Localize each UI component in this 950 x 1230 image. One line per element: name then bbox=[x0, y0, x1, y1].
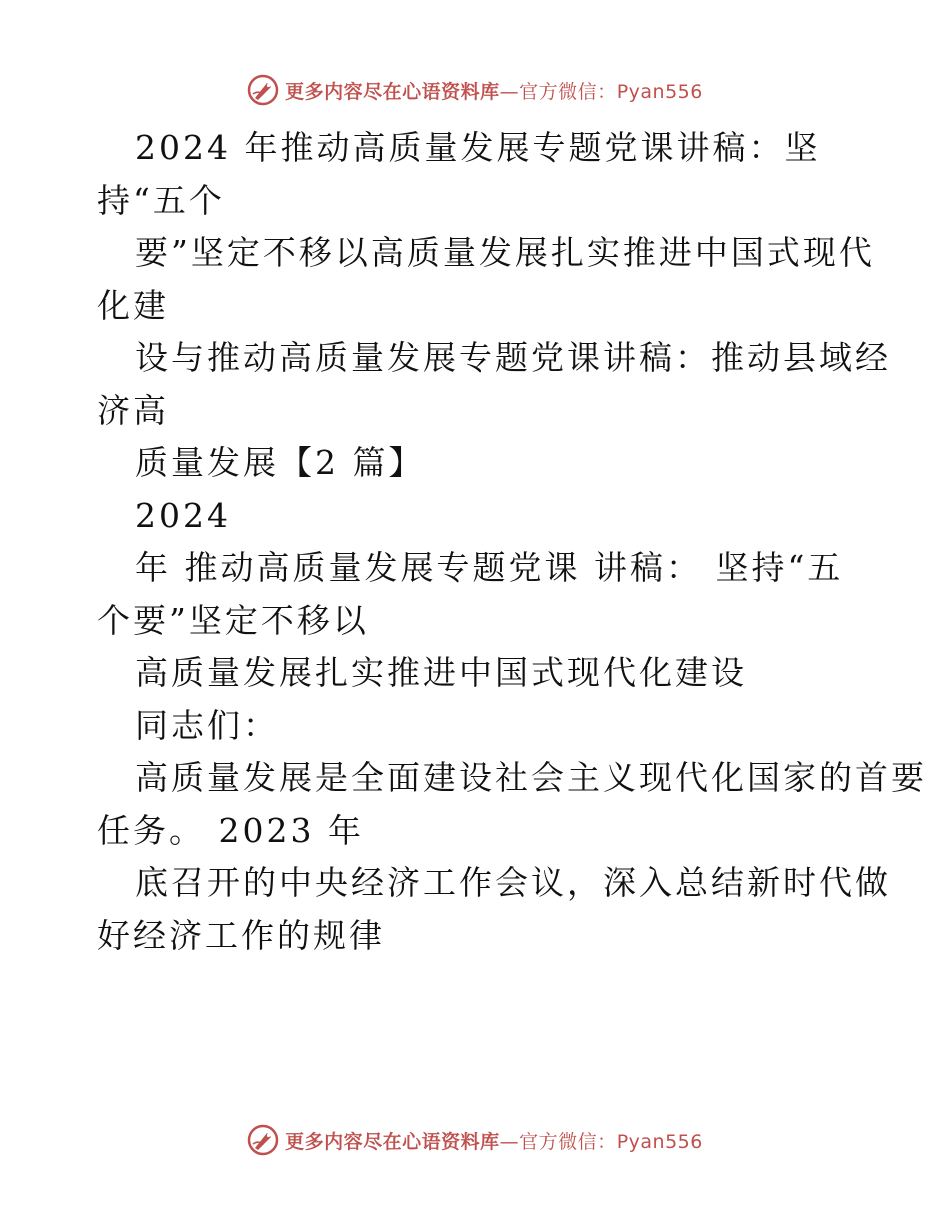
text-line: 2024 年推动高质量发展专题党课讲稿：坚 bbox=[135, 128, 821, 167]
text-line: 质量发展【2 篇】 bbox=[135, 443, 425, 482]
pen-nib-logo-icon bbox=[247, 1124, 279, 1156]
text-line: 任务。 2023 年 bbox=[97, 810, 364, 850]
footer-banner-text bbox=[285, 1127, 703, 1154]
text-line: 好经济工作的规律 bbox=[97, 915, 385, 955]
text-line: 化建 bbox=[97, 285, 169, 325]
document-body bbox=[97, 122, 927, 962]
text-line: 个要”坚定不移以 bbox=[97, 600, 369, 640]
text-line: 底召开的中央经济工作会议，深入总结新时代做 bbox=[135, 863, 891, 902]
text-line: 2024 bbox=[135, 495, 231, 535]
library-name: 更多内容尽在心语资料库 bbox=[285, 1130, 500, 1153]
wechat-label: 官方微信： bbox=[519, 1130, 617, 1153]
banner-separator: — bbox=[499, 1130, 520, 1153]
text-line: 要”坚定不移以高质量发展扎实推进中国式现代 bbox=[135, 233, 875, 272]
text-line: 同志们： bbox=[135, 705, 279, 745]
text-line: 年 推动高质量发展专题党课 讲稿： 坚持“五 bbox=[135, 548, 844, 587]
text-line: 济高 bbox=[97, 390, 169, 430]
text-line: 高质量发展扎实推进中国式现代化建设 bbox=[135, 653, 747, 692]
pen-nib-logo-icon bbox=[247, 74, 279, 106]
header-banner-text bbox=[285, 77, 703, 104]
banner-separator: — bbox=[499, 80, 520, 103]
text-line: 持“五个 bbox=[97, 180, 225, 220]
header-banner bbox=[0, 70, 950, 110]
text-line: 高质量发展是全面建设社会主义现代化国家的首要 bbox=[135, 758, 927, 797]
wechat-id: Pyan556 bbox=[616, 1130, 703, 1153]
wechat-label: 官方微信： bbox=[519, 80, 617, 103]
text-line: 设与推动高质量发展专题党课讲稿：推动县域经 bbox=[135, 338, 891, 377]
footer-banner bbox=[0, 1120, 950, 1160]
library-name: 更多内容尽在心语资料库 bbox=[285, 80, 500, 103]
wechat-id: Pyan556 bbox=[616, 80, 703, 103]
